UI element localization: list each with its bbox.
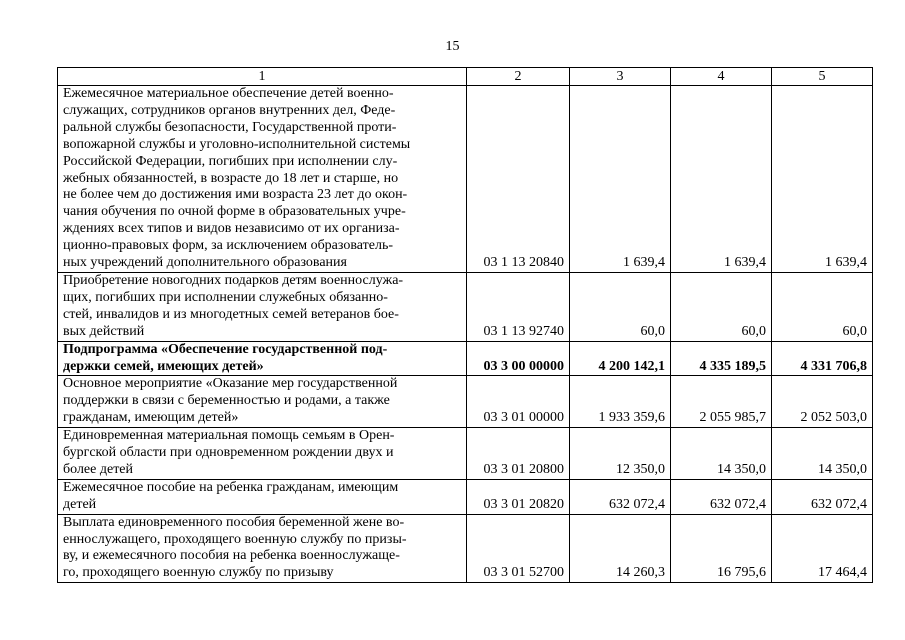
table-row [58, 479, 873, 514]
table-header-row [58, 68, 873, 86]
row-name-line: ждениях всех типов и видов независимо от их организа- [63, 221, 400, 237]
column-header-5: 5 [772, 68, 873, 86]
row-name-line: еннослужащего, проходящего военную службу по призы- [63, 531, 407, 547]
row-name-line: Подпрограмма «Обеспечение государственной под- [63, 341, 388, 357]
row-name-line: ву, и ежемесячного пособия на ребенка военнослужаще- [63, 548, 400, 564]
row-name-cell [58, 428, 467, 480]
table-row [58, 428, 873, 480]
table-row [58, 86, 873, 273]
row-name-line: ральной службы безопасности, Государственной проти- [63, 119, 397, 135]
row-value-cell: 632 072,4 [772, 479, 873, 514]
row-value-cell: 14 350,0 [772, 428, 873, 480]
row-name-line: детей [63, 496, 97, 512]
row-name-line: бургской области при одновременном рождении двух и [63, 445, 394, 461]
row-name-line: ных учреждений дополнительного образования [63, 255, 347, 271]
column-header-1: 1 [58, 68, 467, 86]
budget-table [57, 67, 873, 583]
row-name-line: щих, погибших при исполнении служебных обязанно- [63, 289, 388, 305]
row-value-cell: 12 350,0 [570, 428, 671, 480]
row-value-cell: 1 639,4 [772, 86, 873, 273]
row-name-line: чания обучения по очной форме в образовательных учре- [63, 204, 406, 220]
row-name-line: стей, инвалидов и из многодетных семей ветеранов бое- [63, 306, 399, 322]
table-body [58, 68, 873, 583]
table-row [58, 341, 873, 376]
row-value-cell: 17 464,4 [772, 514, 873, 583]
row-name-line: вых действий [63, 323, 145, 339]
row-name-line: гражданам, имеющим детей» [63, 410, 239, 426]
row-value-cell: 60,0 [570, 272, 671, 341]
table-row [58, 376, 873, 428]
column-header-4: 4 [671, 68, 772, 86]
table-row [58, 272, 873, 341]
row-name-cell [58, 341, 467, 376]
row-value-cell: 1 933 359,6 [570, 376, 671, 428]
row-code-cell: 03 3 00 00000 [467, 341, 570, 376]
row-value-cell: 16 795,6 [671, 514, 772, 583]
row-code-cell: 03 3 01 20800 [467, 428, 570, 480]
row-name-line: служащих, сотрудников органов внутренних дел, Феде- [63, 102, 396, 118]
row-value-cell: 4 331 706,8 [772, 341, 873, 376]
row-value-cell: 14 350,0 [671, 428, 772, 480]
row-value-cell: 2 052 503,0 [772, 376, 873, 428]
row-value-cell: 1 639,4 [671, 86, 772, 273]
row-name-line: поддержки в связи с беременностью и родами, а также [63, 393, 390, 409]
row-value-cell: 4 200 142,1 [570, 341, 671, 376]
row-name-line: более детей [63, 461, 134, 477]
row-name-line: Основное мероприятие «Оказание мер государственной [63, 376, 398, 392]
row-value-cell: 14 260,3 [570, 514, 671, 583]
row-value-cell: 60,0 [772, 272, 873, 341]
row-name-cell [58, 479, 467, 514]
row-code-cell: 03 3 01 00000 [467, 376, 570, 428]
row-name-line: держки семей, имеющих детей» [63, 358, 264, 374]
page-number: 15 [445, 39, 460, 54]
row-name-line: Приобретение новогодних подарков детям военнослужа- [63, 272, 404, 288]
row-value-cell: 60,0 [671, 272, 772, 341]
row-code-cell: 03 3 01 20820 [467, 479, 570, 514]
row-value-cell: 1 639,4 [570, 86, 671, 273]
row-code-cell: 03 3 01 52700 [467, 514, 570, 583]
row-name-cell [58, 86, 467, 273]
column-header-2: 2 [467, 68, 570, 86]
row-name-line: вопожарной службы и уголовно-исполнительной системы [63, 136, 411, 152]
row-name-line: Единовременная материальная помощь семьям в Орен- [63, 428, 395, 444]
row-name-cell [58, 376, 467, 428]
table-row [58, 514, 873, 583]
row-name-cell [58, 272, 467, 341]
row-value-cell: 2 055 985,7 [671, 376, 772, 428]
row-name-line: жебных обязанностей, в возрасте до 18 лет и старше, но [63, 170, 399, 186]
row-name-line: го, проходящего военную службу по призыву [63, 565, 334, 581]
row-name-line: Ежемесячное материальное обеспечение детей военно- [63, 86, 394, 101]
row-name-line: Выплата единовременного пособия беременной жене во- [63, 514, 405, 530]
row-name-line: ционно-правовых форм, за исключением образователь- [63, 238, 393, 254]
column-header-3: 3 [570, 68, 671, 86]
row-value-cell: 4 335 189,5 [671, 341, 772, 376]
row-name-cell [58, 514, 467, 583]
row-name-line: Ежемесячное пособие на ребенка гражданам, имеющим [63, 479, 399, 495]
row-value-cell: 632 072,4 [671, 479, 772, 514]
row-name-line: не более чем до достижения ими возраста 23 лет до окон- [63, 187, 408, 203]
row-value-cell: 632 072,4 [570, 479, 671, 514]
row-name-line: Российской Федерации, погибших при исполнении слу- [63, 153, 398, 169]
row-code-cell: 03 1 13 92740 [467, 272, 570, 341]
row-code-cell: 03 1 13 20840 [467, 86, 570, 273]
